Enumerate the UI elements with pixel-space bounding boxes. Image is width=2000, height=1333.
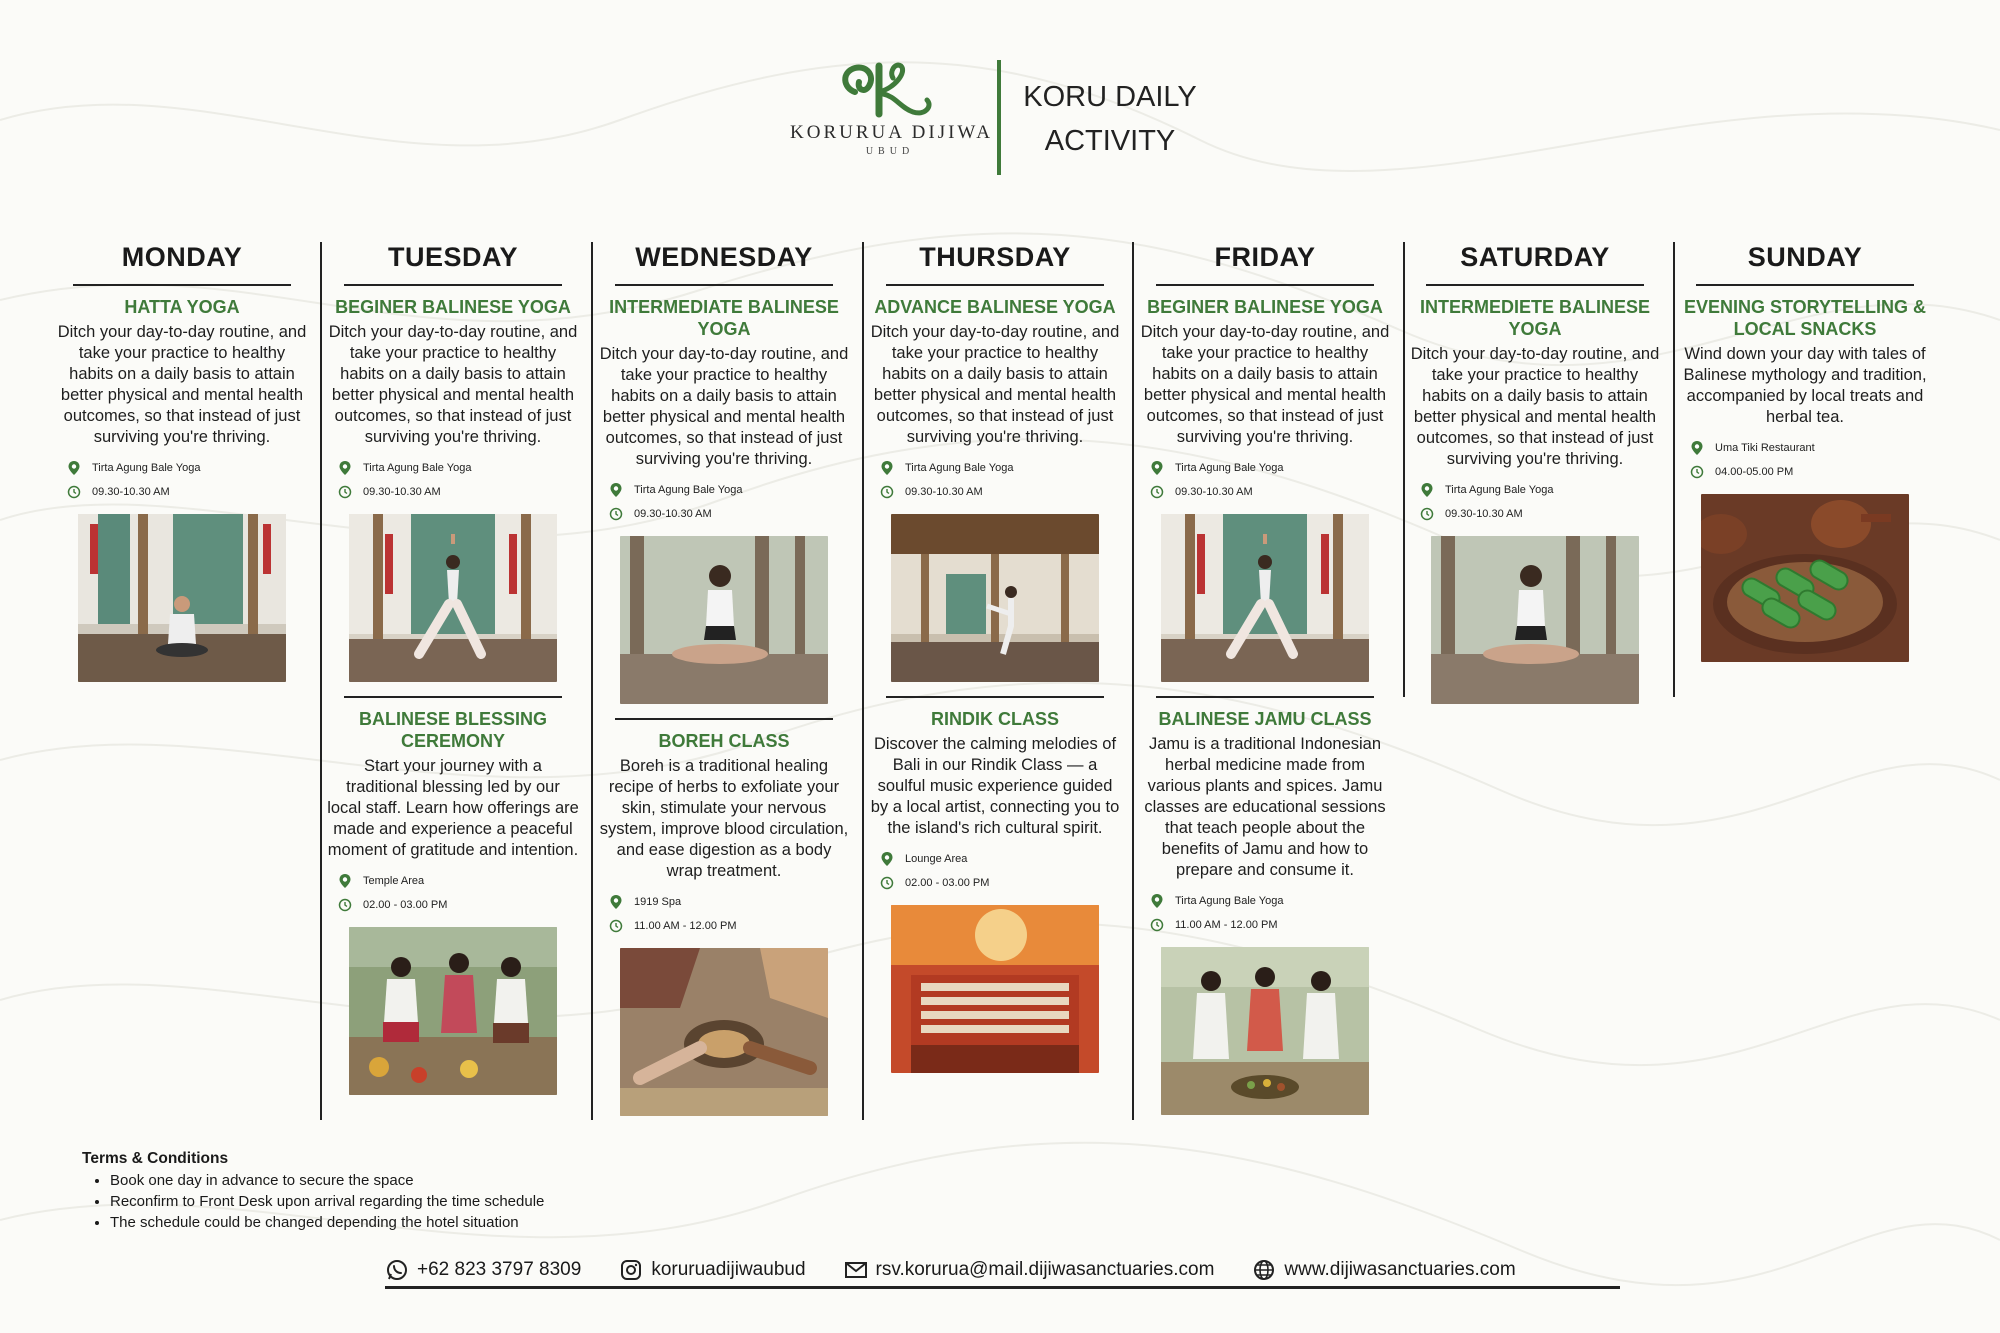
activity-card: [323, 296, 583, 682]
brand-logo: [790, 58, 993, 170]
day-title: SUNDAY: [1747, 242, 1863, 272]
clock-icon: [1149, 917, 1165, 933]
location-text: Uma Tiki Restaurant: [1715, 442, 1815, 454]
activity-divider: [886, 696, 1104, 698]
activity-location: [879, 456, 1125, 480]
contact-footer: [385, 1250, 1620, 1290]
time-text: 02.00 - 03.00 PM: [905, 877, 990, 889]
footer-rule: [385, 1286, 1620, 1289]
activity-location: [1149, 456, 1395, 480]
day-column-monday: [52, 238, 312, 682]
column-divider: [320, 242, 322, 1120]
day-title: THURSDAY: [919, 242, 1071, 272]
column-divider: [1132, 242, 1134, 1120]
activity-location: [608, 890, 854, 914]
boreh-class-photo: [620, 948, 828, 1116]
day-title-rule: [615, 284, 833, 286]
location-pin-icon: [1149, 460, 1165, 476]
day-column-saturday: [1405, 238, 1665, 704]
globe-icon: [1252, 1258, 1276, 1282]
activity-meta: [1149, 456, 1395, 504]
terms-item: • Book one day in advance to secure the space: [110, 1170, 544, 1191]
activity-description: Ditch your day-to-day routine, and take your practice to healthy habits on a daily basis to attain better physical and mental health outcomes, so that instead of just surviving you're thriving.: [57, 323, 307, 446]
koru-logo-icon: [835, 58, 945, 120]
day-title-rule: [73, 284, 291, 286]
location-text: Tirta Agung Bale Yoga: [92, 462, 201, 474]
activity-description: Ditch your day-to-day routine, and take your practice to healthy habits on a daily basis to attain better physical and mental health outcomes, so that instead of just surviving you're thriving.: [1410, 345, 1660, 468]
location-text: Tirta Agung Bale Yoga: [905, 462, 1014, 474]
clock-icon: [608, 506, 624, 522]
activity-meta: [879, 847, 1125, 895]
day-title-rule: [1696, 284, 1914, 286]
day-title: SATURDAY: [1460, 242, 1610, 272]
time-text: 09.30-10.30 AM: [905, 486, 983, 498]
location-pin-icon: [608, 482, 624, 498]
activity-description: Start your journey with a traditional blessing led by our local staff. Learn how offerings are made and experience a peaceful moment of gratitude and intention.: [327, 757, 579, 859]
local-snacks-photo: [1701, 494, 1909, 662]
location-pin-icon: [1419, 482, 1435, 498]
activity-time: [608, 914, 854, 938]
activity-meta: [608, 890, 854, 938]
activity-meta: [337, 456, 583, 504]
activity-title: RINDIK CLASS: [930, 709, 1059, 729]
activity-location: [1419, 478, 1665, 502]
activity-meta: [1689, 436, 1935, 484]
activity-location: [1689, 436, 1935, 460]
time-text: 09.30-10.30 AM: [363, 486, 441, 498]
activity-location: [879, 847, 1125, 871]
time-text: 09.30-10.30 AM: [634, 508, 712, 520]
activity-title: BEGINER BALINESE YOGA: [1147, 297, 1383, 317]
location-pin-icon: [66, 460, 82, 476]
day-column-wednesday: [594, 238, 854, 1116]
activity-title: BEGINER BALINESE YOGA: [335, 297, 571, 317]
terms-title: Terms & Conditions: [82, 1150, 229, 1167]
email-address: rsv.korurua@mail.dijiwasanctuaries.com: [875, 1259, 1215, 1280]
time-text: 04.00-05.00 PM: [1715, 466, 1794, 478]
time-text: 11.00 AM - 12.00 PM: [1175, 919, 1278, 931]
clock-icon: [879, 875, 895, 891]
activity-card: [865, 296, 1125, 682]
activity-divider: [344, 696, 562, 698]
day-title: TUESDAY: [387, 242, 519, 272]
location-pin-icon: [879, 460, 895, 476]
blessing-ceremony-photo: [349, 927, 557, 1095]
location-text: Tirta Agung Bale Yoga: [634, 484, 743, 496]
activity-location: [337, 456, 583, 480]
activity-time: [1149, 480, 1395, 504]
time-text: 09.30-10.30 AM: [1445, 508, 1523, 520]
location-pin-icon: [879, 851, 895, 867]
activity-description: Wind down your day with tales of Balinese mythology and tradition, accompanied by local treats and herbal tea.: [1683, 345, 1927, 426]
website-url: www.dijiwasanctuaries.com: [1284, 1259, 1516, 1280]
phone-number: +62 823 3797 8309: [417, 1259, 582, 1280]
activity-meta: [608, 478, 854, 526]
location-text: Tirta Agung Bale Yoga: [1175, 462, 1284, 474]
yoga-seated-photo: [1431, 536, 1639, 704]
activity-time: [608, 502, 854, 526]
time-text: 02.00 - 03.00 PM: [363, 899, 448, 911]
activity-location: [1149, 889, 1395, 913]
page-title-line-2: ACTIVITY: [1044, 125, 1176, 157]
page-title: [1020, 75, 1200, 163]
activity-meta: [1419, 478, 1665, 526]
activity-time: [879, 871, 1125, 895]
column-divider: [862, 242, 864, 1120]
column-divider: [591, 242, 593, 1120]
activity-title: INTERMEDIATE BALINESE YOGA: [609, 297, 839, 339]
activity-title: ADVANCE BALINESE YOGA: [874, 297, 1116, 317]
header-divider: [997, 60, 1001, 175]
activity-location: [608, 478, 854, 502]
activity-time: [1419, 502, 1665, 526]
rindik-class-photo: [891, 905, 1099, 1073]
clock-icon: [1689, 464, 1705, 480]
location-text: Tirta Agung Bale Yoga: [1445, 484, 1554, 496]
activity-meta: [1149, 889, 1395, 937]
clock-icon: [1419, 506, 1435, 522]
day-column-sunday: [1675, 238, 1935, 662]
page-title-line-1: KORU DAILY: [1023, 81, 1197, 113]
time-text: 09.30-10.30 AM: [1175, 486, 1253, 498]
brand-location: UBUD: [865, 146, 915, 157]
location-pin-icon: [1149, 893, 1165, 909]
brand-name: KORURUA DIJIWA: [790, 122, 993, 143]
location-text: Lounge Area: [905, 853, 968, 865]
day-title-rule: [1156, 284, 1374, 286]
activity-time: [66, 480, 312, 504]
activity-time: [1149, 913, 1395, 937]
day-title: FRIDAY: [1214, 242, 1316, 272]
activity-title: BALINESE BLESSING CEREMONY: [358, 709, 548, 751]
clock-icon: [337, 897, 353, 913]
activity-card: [1135, 708, 1395, 1115]
activity-card: [1405, 296, 1665, 704]
clock-icon: [66, 484, 82, 500]
location-pin-icon: [337, 873, 353, 889]
activity-description: Ditch your day-to-day routine, and take your practice to healthy habits on a daily basis to attain better physical and mental health outcomes, so that instead of just surviving you're thriving.: [870, 323, 1120, 446]
activity-card: [323, 708, 583, 1095]
activity-divider: [1156, 696, 1374, 698]
activity-card: [594, 730, 854, 1116]
mail-icon: [844, 1258, 868, 1282]
terms-item: • The schedule could be changed depending the hotel situation: [110, 1212, 544, 1233]
clock-icon: [1149, 484, 1165, 500]
activity-title: BOREH CLASS: [658, 731, 790, 751]
terms-and-conditions: [82, 1150, 544, 1233]
location-text: 1919 Spa: [634, 896, 682, 908]
activity-meta: [337, 869, 583, 917]
instagram-handle: koruruadijiwaubud: [651, 1259, 806, 1280]
day-column-tuesday: [323, 238, 583, 1095]
contact-phone[interactable]: [385, 1258, 581, 1282]
activity-time: [337, 893, 583, 917]
activity-card: [52, 296, 312, 682]
contact-email[interactable]: [844, 1258, 1215, 1282]
location-text: Tirta Agung Bale Yoga: [363, 462, 472, 474]
yoga-pose-photo: [1161, 514, 1369, 682]
yoga-meditation-photo: [78, 514, 286, 682]
activity-description: Ditch your day-to-day routine, and take your practice to healthy habits on a daily basis to attain better physical and mental health outcomes, so that instead of just surviving you're thriving.: [328, 323, 578, 446]
activity-description: Ditch your day-to-day routine, and take your practice to healthy habits on a daily basis to attain better physical and mental health outcomes, so that instead of just surviving you're thriving.: [599, 345, 849, 468]
activity-card: [865, 708, 1125, 1073]
activity-card: [1675, 296, 1935, 662]
activity-meta: [66, 456, 312, 504]
activity-location: [66, 456, 312, 480]
location-pin-icon: [1689, 440, 1705, 456]
yoga-seated-photo: [620, 536, 828, 704]
clock-icon: [879, 484, 895, 500]
terms-item: • Reconfirm to Front Desk upon arrival regarding the time schedule: [110, 1191, 544, 1212]
day-title-rule: [886, 284, 1104, 286]
activity-title: BALINESE JAMU CLASS: [1158, 709, 1372, 729]
location-pin-icon: [337, 460, 353, 476]
activity-time: [337, 480, 583, 504]
location-text: Tirta Agung Bale Yoga: [1175, 895, 1284, 907]
terms-list: [82, 1170, 544, 1233]
day-title: MONDAY: [121, 242, 243, 272]
activity-description: Discover the calming melodies of Bali in our Rindik Class — a soulful music experience guided by a local artist, connecting you to the island's rich cultural spirit.: [870, 735, 1120, 837]
location-pin-icon: [608, 894, 624, 910]
jamu-class-photo: [1161, 947, 1369, 1115]
activity-card: [1135, 296, 1395, 682]
contact-website[interactable]: [1252, 1258, 1515, 1282]
activity-title: HATTA YOGA: [124, 297, 240, 317]
activity-description: Boreh is a traditional healing recipe of herbs to exfoliate your skin, stimulate your nervous system, improve blood circulation, and ease digestion as a body wrap treatment.: [599, 757, 849, 880]
activity-time: [1689, 460, 1935, 484]
activity-title: EVENING STORYTELLING & LOCAL SNACKS: [1683, 297, 1927, 339]
location-text: Temple Area: [363, 875, 425, 887]
activity-divider: [615, 718, 833, 720]
whatsapp-icon: [385, 1258, 409, 1282]
day-title-rule: [1426, 284, 1644, 286]
contact-instagram[interactable]: [619, 1258, 805, 1282]
day-column-thursday: [865, 238, 1125, 1073]
day-column-friday: [1135, 238, 1395, 1115]
activity-title: INTERMEDIETE BALINESE YOGA: [1419, 297, 1651, 339]
activity-description: Jamu is a traditional Indonesian herbal medicine made from various plants and spices. Jamu classes are educational sessions that teach people about the benefits of Jamu and how to prepare and consume it.: [1144, 735, 1386, 879]
activity-meta: [879, 456, 1125, 504]
yoga-balance-photo: [891, 514, 1099, 682]
day-title: WEDNESDAY: [635, 242, 813, 272]
clock-icon: [337, 484, 353, 500]
yoga-pose-photo: [349, 514, 557, 682]
instagram-icon: [619, 1258, 643, 1282]
activity-card: [594, 296, 854, 704]
clock-icon: [608, 918, 624, 934]
activity-location: [337, 869, 583, 893]
activity-description: Ditch your day-to-day routine, and take your practice to healthy habits on a daily basis to attain better physical and mental health outcomes, so that instead of just surviving you're thriving.: [1140, 323, 1390, 446]
time-text: 09.30-10.30 AM: [92, 486, 170, 498]
time-text: 11.00 AM - 12.00 PM: [634, 920, 737, 932]
activity-time: [879, 480, 1125, 504]
day-title-rule: [344, 284, 562, 286]
